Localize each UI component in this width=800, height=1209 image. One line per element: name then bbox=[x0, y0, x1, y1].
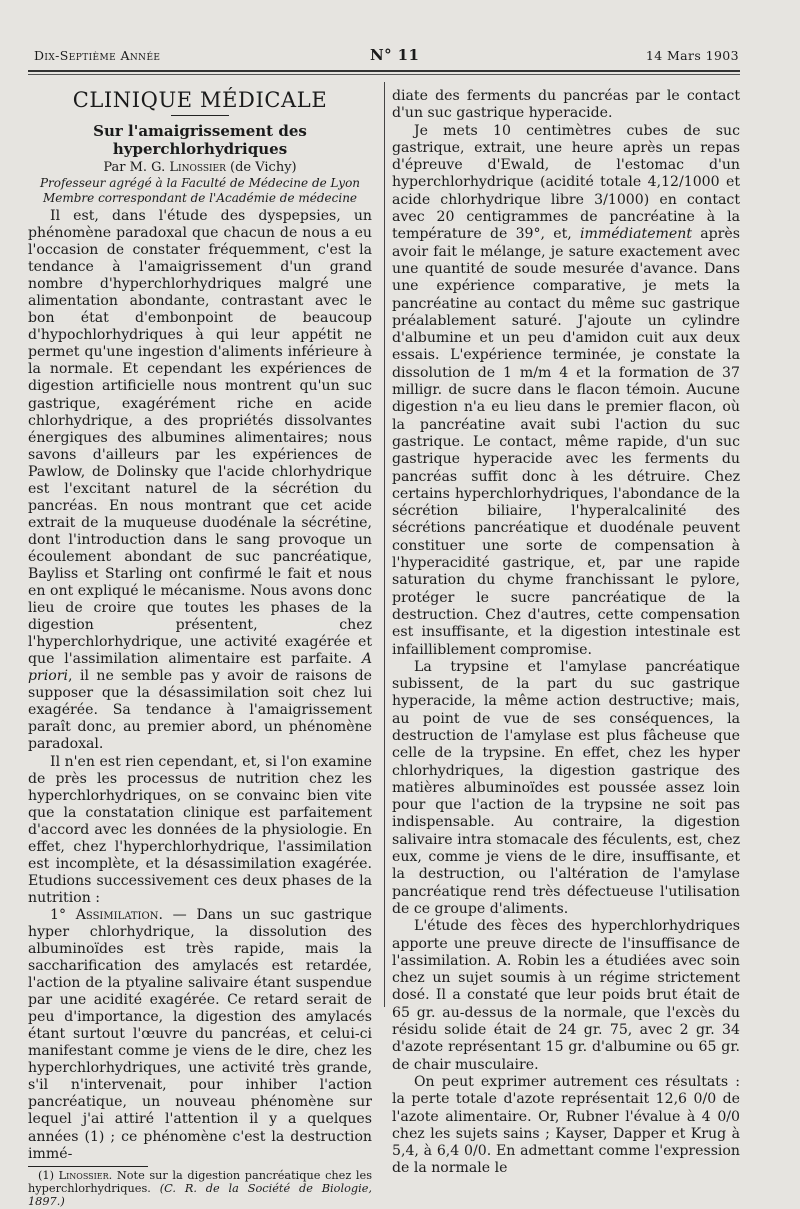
experiment-text-b: après avoir fait le mélange, je sature exactement avec une quantité de soude mesurée d'avance. Dans une expérience comparative, je mets la pancréatine au contact du même suc gastrique préalablement saturé. J'ajoute un cylindre d'albumine et un peu d'amidon cuit aux deux essais. L'expérience terminée, je constate la dissolution de 1 m/m 4 et la formation de 37 milligr. de sucre dans le flacon témoin. Aucune digestion n'a eu lieu dans le premier flacon, où la pancréatine avait subi l'action du suc gastrique. Le contact, même rapide, d'un suc gastrique hyperacide avec les ferments du pancréas suffit donc à les détruire. Chez certains hyperchlorhydriques, l'abondance de la sécrétion biliaire, l'hyperalcalinité des sécrétions pancréatique et duodénale peuvent constituer une sorte de compensation à l'hyperacidité gastrique, et, par une rapide saturation du chyme franchissant le pylore, protéger le sucre pancréatique de la destruction. Chez d'autres, cette compensation est insuffisante, et la digestion intestinale est infailliblement compromise. bbox=[392, 226, 740, 658]
title-rule bbox=[171, 115, 229, 116]
section-title: CLINIQUE MÉDICALE bbox=[72, 88, 328, 112]
paragraph-continued: diate des ferments du pancréas par le contact d'un suc gastrique hyperacide. bbox=[392, 88, 740, 122]
affiliation-line-2: Membre correspondant de l'Académie de médecine bbox=[42, 190, 358, 205]
paragraph-trypsine: La trypsine et l'amylase pancréatique subissent, de la part du suc gastrique hyperacide, la même action destructive; mais, au point de vue de ses conséquences, la destruction de l'amylase est plus fâcheuse que celle de la trypsine. En effet, chez les hyper chlorhydriques, la digestion gastrique des matières albuminoïdes est poussée assez loin pour que l'action de la trypsine ne soit pas indispensable. Au contraire, la digestion salivaire intra stomacale des féculents, est, chez eux, comme je viens de le dire, insuffisante, et la destruction, ou l'altération de l'amylase pancréatique rend très défectueuse l'utilisation de ce groupe d'aliments. bbox=[392, 658, 740, 917]
paragraph-feces: L'étude des fèces des hyperchlorhydriques apporte une preuve directe de l'insuffisance de l'assimilation. A. Robin les a étudiées avec soin chez un sujet soumis à un régime strictement dosé. Il a constaté que leur poids brut était de 65 gr. au-dessus de la normale, que l'excès du résidu solide était de 24 gr. 75, avec 2 gr. 34 d'azote représentant 15 gr. d'albumine ou 65 gr. de chair musculaire. bbox=[392, 918, 740, 1073]
paragraph-2: Il n'en est rien cependant, et, si l'on examine de près les processus de nutrition chez les hyperchlorhydriques, on se convainc bien vite que la constatation clinique est parfaitement d'accord avec les données de la physiologie. En effet, chez l'hyperchlorhydrique, l'assimilation est incomplète, et la désassimilation exagérée. Etudions successivement ces deux phases de la nutrition : bbox=[28, 753, 372, 906]
affiliation-line-1: Professeur agrégé à la Faculté de Médecine de Lyon bbox=[39, 176, 361, 190]
paragraph-intro-text: Il est, dans l'étude des dyspepsies, un phénomène paradoxal que chacun de nous a eu l'occasion de constater fréquemment, c'est la tendance à l'amaigrissement d'un grand nombre d'hyperchlorhydriques malgré une alimentation abondante, contrastant avec le bon état d'embonpoint de beaucoup d'hypochlorhydriques à qui leur appétit ne permet qu'une ingestion d'aliments inférieure à la normale. Et cependant les expériences de digestion artificielle nous montrent qu'un suc gastrique, exagérément riche en acide chlorhydrique, a des propriétés dissolvantes énergiques des albumines alimentaires; nous savons d'ailleurs par les expériences de Pawlow, de Dolinsky que l'acide chlorhydrique est l'excitant naturel de la sécrétion du pancréas. En nous montrant que cet acide extrait de la muqueuse duodénale la sécrétine, dont l'introduction dans le sang provoque un écoulement abondant de suc pancréatique, Bayliss et Starling ont confirmé le fait et nous en ont expliqué le mécanisme. Nous avons donc lieu de croire que toutes les phases de la digestion présentent, chez l'hyperchlorhydrique, une activité exagérée et que l'assimilation alimentaire est parfaite. bbox=[28, 208, 372, 668]
footnote-text: Note sur la digestion pancréatique chez les hyperchlorhydriques. bbox=[28, 1168, 373, 1196]
byline-suffix: (de Vichy) bbox=[225, 160, 297, 175]
footnote bbox=[28, 1169, 372, 1209]
author-name: Linossier bbox=[169, 160, 226, 175]
experiment-text-a: Je mets 10 centimètres cubes de suc gastrique, extrait, une heure après un repas d'épreuve d'Ewald, de l'estomac d'un hyperchlorhydrique (acidité totale 4,12/1000 et acide chlorhydrique libre 3/1000) en contact avec 20 centigrammes de pancréatine à la température de 39°, et, bbox=[392, 122, 740, 243]
paragraph-assimilation bbox=[28, 907, 372, 1163]
paragraph-intro bbox=[28, 208, 372, 754]
footnote-rule bbox=[28, 1166, 148, 1167]
header-issue-number: N° 11 bbox=[370, 46, 420, 64]
footnote-marker: (1) bbox=[38, 1168, 59, 1182]
a-priori-italic: A priori bbox=[28, 651, 373, 685]
header-year: Dix-Septième Année bbox=[34, 48, 161, 63]
article-title: Sur l'amaigrissement des hyperchlorhydriques bbox=[93, 122, 307, 158]
paragraph-intro-end: , il ne semble pas y avoir de raisons de supposer que la désassimilation soit chez lui exagérée. Sa tendance à l'amaigrissement paraît donc, au premier abord, un phénomène paradoxal. bbox=[28, 668, 372, 753]
running-header bbox=[34, 48, 739, 68]
right-column bbox=[392, 88, 740, 1178]
paragraph-azote: On peut exprimer autrement ces résultats : la perte totale d'azote représentait 12,6 0/0 de l'azote alimentaire. Or, Rubner l'évalue à 4 0/0 chez les sujets sains ; Kayser, Dapper et Krug à 5,4, à 6,4 0/0. En admettant comme l'expression de la normale le bbox=[392, 1073, 740, 1177]
byline bbox=[28, 160, 372, 176]
header-rule-thick bbox=[28, 70, 740, 72]
immediatement-italic: immédiatement bbox=[580, 226, 692, 243]
paragraph-experiment bbox=[392, 123, 740, 659]
assimilation-heading: 1° Assimilation. bbox=[50, 906, 163, 923]
assimilation-text: — Dans un suc gastrique hyper chlorhydrique, la dissolution des albuminoïdes est très rapide, mais la saccharification des amylacés est retardée, l'action de la ptyaline salivaire étant suspendue par une acidité exagérée. Ce retard serait de peu d'importance, la digestion des amylacés étant surtout l'œuvre du pancréas, et celui-ci manifestant comme je viens de le dire, chez les hyperchlorhydriques, une activité très grande, s'il n'intervenait, pour inhiber l'action pancréatique, un nouveau phénomène sur lequel j'ai attiré l'attention il y a quelques années (1) ; ce phénomène c'est la destruction immé- bbox=[28, 906, 373, 1162]
header-rule-thin bbox=[28, 74, 740, 75]
header-date: 14 Mars 1903 bbox=[645, 48, 739, 63]
left-column bbox=[28, 84, 372, 1209]
column-divider bbox=[384, 82, 385, 1007]
footnote-author: Linossier. bbox=[58, 1168, 113, 1182]
footnote-citation: (C. R. de la Société de Biologie, 1897.) bbox=[28, 1182, 372, 1209]
byline-prefix: Par M. G. bbox=[103, 160, 170, 175]
